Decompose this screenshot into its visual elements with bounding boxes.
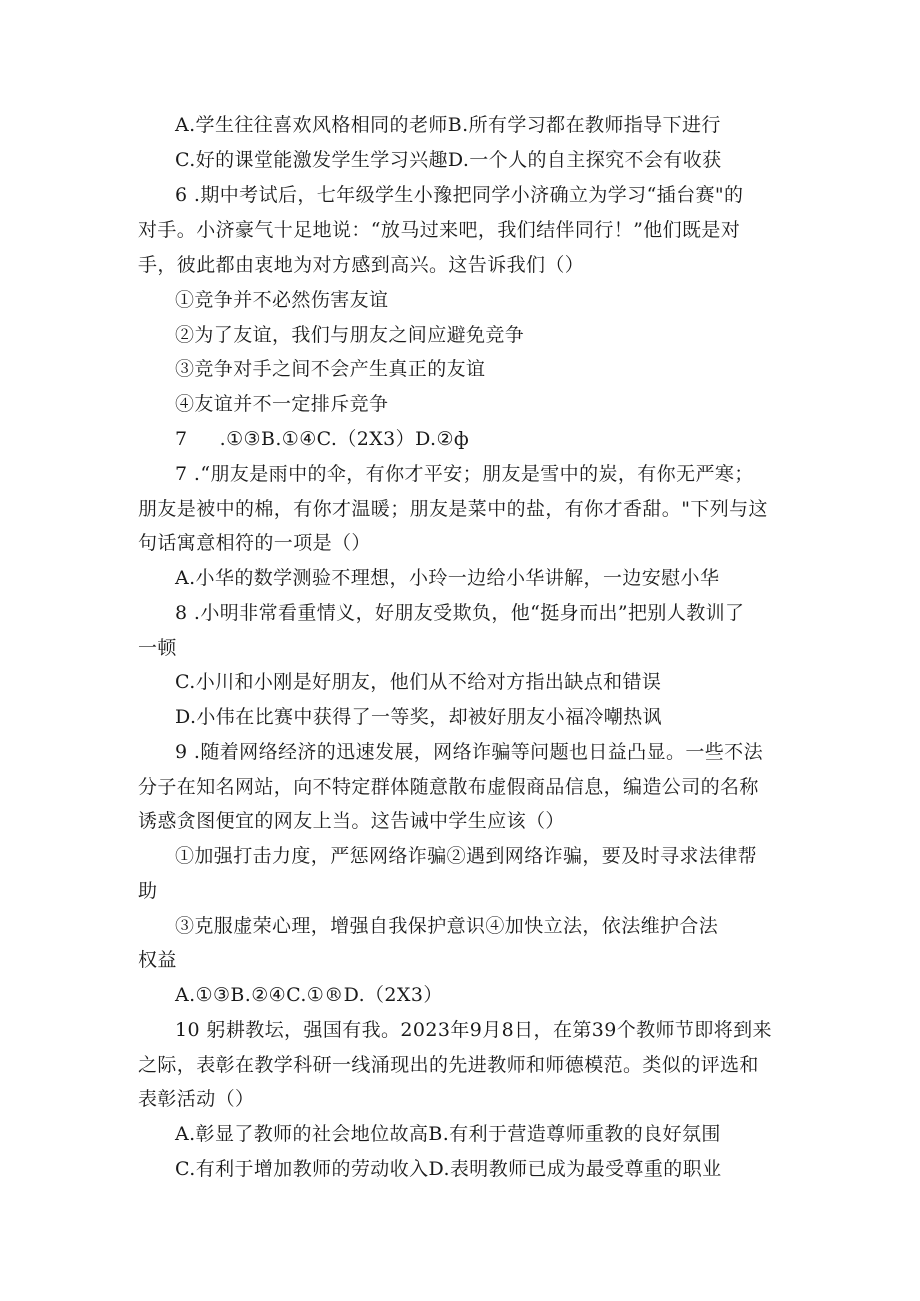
text-line: 之际，表彰在教学科研一线涌现出的先进教师和师德模范。类似的评选和 [138, 1054, 759, 1076]
text-line: 手，彼此都由衷地为对方感到高兴。这告诉我们（） [138, 254, 585, 276]
option-line: ④友谊并不一定排斥竞争 [175, 393, 389, 415]
option-line: D.小伟在比赛中获得了一等奖，却被好朋友小福冷嘲热讽 [175, 706, 662, 728]
question-7-line: 7 .“朋友是雨中的伞，有你才平安；朋友是雪中的炭，有你无严寒； [175, 463, 754, 485]
answer-choices-line: 7 .①③B.①④C.（2X3）D.②ф [175, 428, 470, 450]
text-line: 分子在知名网站，向不特定群体随意散布虚假商品信息，编造公司的名称 [138, 776, 759, 798]
option-line: ①竞争并不必然伤害友谊 [175, 289, 389, 311]
text-line: A.学生往往喜欢风格相同的老师B.所有学习都在教师指导下进行 [175, 114, 721, 136]
text-line: 诱惑贪图便宜的网友上当。这告诫中学生应该（） [138, 810, 565, 832]
text-line: 朋友是被中的棉，有你才温暖；朋友是菜中的盐，有你才香甜。"下列与这 [138, 498, 768, 520]
option-line: ②为了友谊，我们与朋友之间应避免竞争 [175, 324, 525, 346]
question-6-line: 6 .期中考试后，七年级学生小豫把同学小济确立为学习“插台赛"的 [175, 184, 744, 206]
answer-choices-line: A.①③B.②④C.①®D.（2X3） [175, 984, 443, 1006]
option-line: ③竞争对手之间不会产生真正的友谊 [175, 358, 486, 380]
text-line: 一顿 [138, 637, 177, 659]
option-line: A.彰显了教师的社会地位故高B.有利于营造尊师重教的良好氛围 [175, 1123, 721, 1145]
text-line: 权益 [138, 949, 177, 971]
question-8-line: 8 .小明非常看重情义，好朋友受欺负，他“挺身而出”把别人教训了 [175, 602, 745, 624]
question-9-line: 9 .随着网络经济的迅速发展，网络诈骗等问题也日益凸显。一些不法 [175, 741, 763, 763]
text-line: C.好的课堂能激发学生学习兴趣D.一个人的自主探究不会有收获 [175, 149, 722, 171]
text-line: 助 [138, 880, 158, 902]
text-line: 表彰活动（） [138, 1088, 255, 1110]
question-10-line: 10 躬耕教坛，强国有我。2023年9月8日，在第39个教师节即将到来 [175, 1019, 772, 1041]
option-line: C.有利于增加教师的劳动收入D.表明教师已成为最受尊重的职业 [175, 1158, 722, 1180]
option-line: ①加强打击力度，严惩网络诈骗②遇到网络诈骗，要及时寻求法律帮 [175, 845, 758, 867]
option-line: ③克服虚荣心理，增强自我保护意识④加快立法，依法维护合法 [175, 915, 719, 937]
text-line: 句话寓意相符的一项是（） [138, 532, 371, 554]
option-line: A.小华的数学测验不理想，小玲一边给小华讲解，一边安慰小华 [175, 567, 720, 589]
option-line: C.小川和小刚是好朋友，他们从不给对方指出缺点和错误 [175, 671, 662, 693]
text-line: 对手。小济豪气十足地说：“放马过来吧，我们结伴同行！”他们既是对 [138, 219, 741, 241]
